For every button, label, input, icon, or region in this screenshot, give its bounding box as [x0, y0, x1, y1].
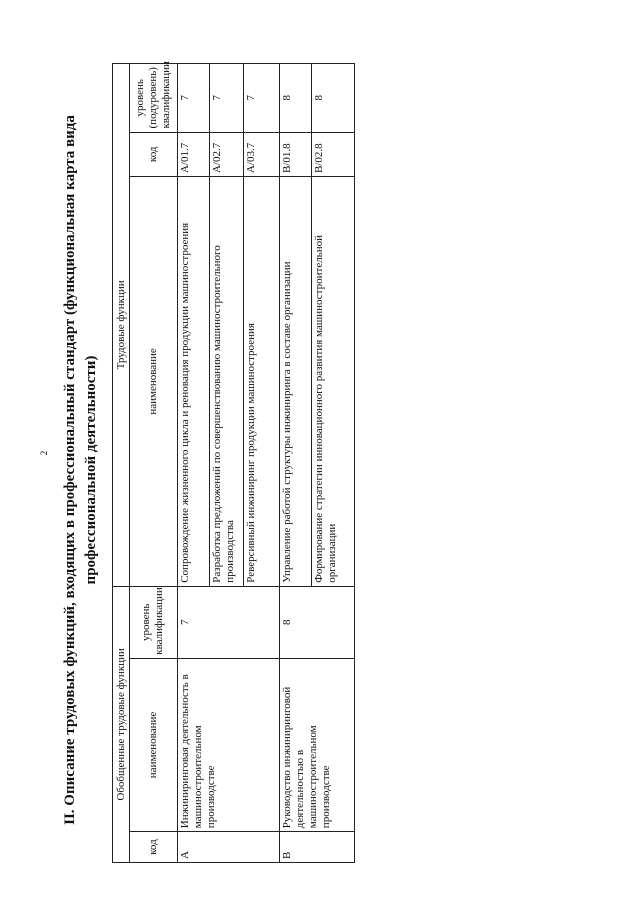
header-generalized-functions: Обобщенные трудовые функции — [113, 586, 130, 862]
tf-name: Реверсивный инжиниринг продукции машиностроения — [244, 177, 279, 587]
tf-level: 8 — [311, 64, 354, 133]
tf-code: A/03.7 — [244, 132, 279, 177]
header-name: наименование — [130, 658, 177, 831]
tf-name: Формирование стратегии инновационного развития машиностроительной организации — [311, 177, 354, 587]
page-number: 2 — [39, 450, 49, 456]
header-row-groups — [113, 64, 130, 863]
gf-level-b: 8 — [279, 586, 354, 658]
tf-code: A/01.7 — [177, 132, 209, 177]
functional-map-table — [112, 63, 355, 863]
header-tf-code: код — [130, 132, 177, 177]
gf-code-a: A — [177, 832, 279, 863]
tf-name: Управление работой структуры инжиниринга в составе организации — [279, 177, 311, 587]
gf-name-a: Инжиниринговая деятельность в машиностроительном производстве — [177, 658, 279, 831]
gf-level-a: 7 — [177, 586, 279, 658]
header-labor-functions: Трудовые функции — [113, 64, 130, 587]
tf-code: B/01.8 — [279, 132, 311, 177]
header-code: код — [130, 832, 177, 863]
gf-code-b: B — [279, 832, 354, 863]
header-tf-level: уровень (подуровень) квалификации — [130, 64, 177, 133]
table-row — [177, 64, 209, 863]
tf-level: 7 — [177, 64, 209, 133]
header-level: уровень квалификации — [130, 586, 177, 658]
section-title: II. Описание трудовых функций, входящих в профессиональный стандарт (функциональная карта вида профессиональной деятельности) — [62, 115, 99, 825]
header-tf-name: наименование — [130, 177, 177, 587]
header-row-columns — [130, 64, 177, 863]
gf-name-b: Руководство инжиниринговой деятельностью в машиностроительном производстве — [279, 658, 354, 831]
tf-code: B/02.8 — [311, 132, 354, 177]
rotated-page — [60, 61, 580, 875]
tf-code: A/02.7 — [209, 132, 243, 177]
tf-level: 7 — [244, 64, 279, 133]
tf-level: 7 — [209, 64, 243, 133]
tf-name: Разработка предложений по совершенствованию машиностроительного производства — [209, 177, 243, 587]
tf-name: Сопровождение жизненного цикла и реновация продукции машиностроения — [177, 177, 209, 587]
table-row — [279, 64, 311, 863]
tf-level: 8 — [279, 64, 311, 133]
